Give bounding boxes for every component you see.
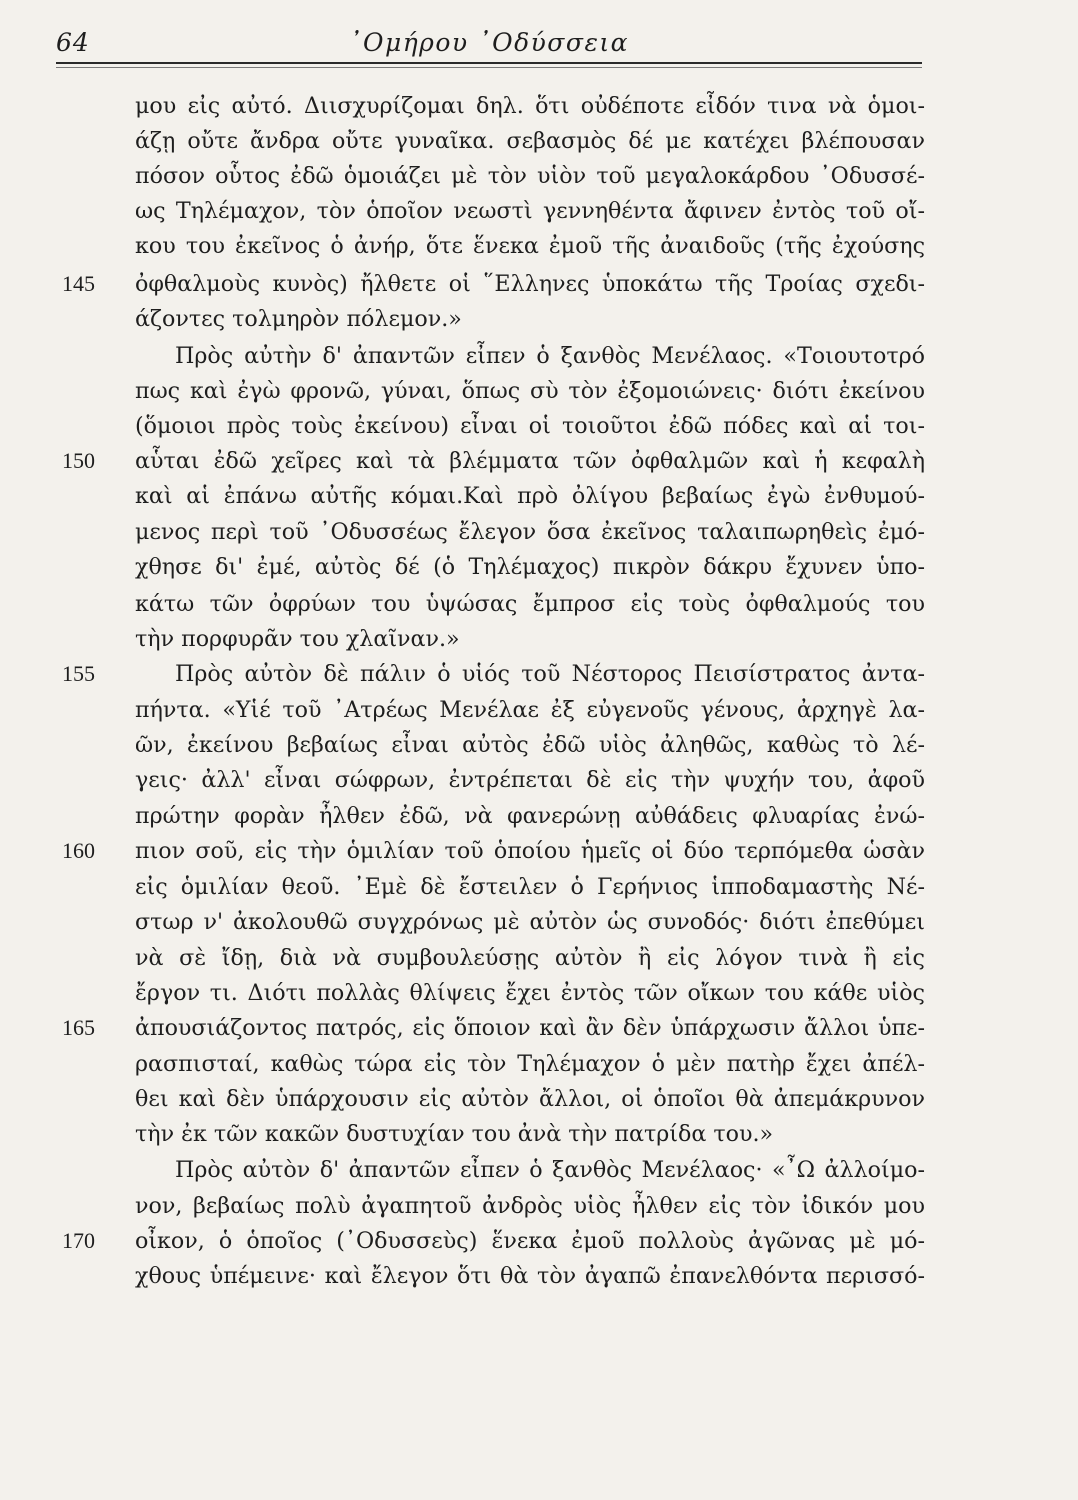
text-line: ως Τηλέμαχον, τὸν ὁποῖον νεωστὶ γεννηθέντα ἄφινεν ἐντὸς τοῦ οἴ-	[135, 198, 925, 224]
text-line: γεις· ἀλλ' εἶναι σώφρων, ἐντρέπεται δὲ εἰς τὴν ψυχήν του, ἀφοῦ	[135, 767, 925, 793]
text-line: άζοντες τολμηρὸν πόλεμον.»	[135, 306, 462, 332]
text-line: (ὅμοιοι πρὸς τοὺς ἐκείνου) εἶναι οἱ τοιοῦτοι ἐδῶ πόδες καὶ αἱ τοι-	[135, 413, 925, 439]
text-line: νον, βεβαίως πολὺ ἀγαπητοῦ ἀνδρὸς υἱὸς ἦλθεν εἰς τὸν ἰδικόν μου	[135, 1193, 925, 1219]
text-line: εἰς ὁμιλίαν θεοῦ. ᾿Εμὲ δὲ ἔστειλεν ὁ Γερήνιος ἱπποδαμαστὴς Νέ-	[135, 874, 925, 900]
text-line: θει καὶ δὲν ὑπάρχουσιν εἰς αὐτὸν ἄλλοι, οἱ ὁποῖοι θὰ ἀπεμάκρυνον	[135, 1086, 925, 1112]
line-number: 165	[62, 1015, 95, 1040]
text-line: τὴν πορφυρᾶν του χλαῖναν.»	[135, 626, 460, 652]
text-line: Πρὸς αὐτὴν δ' ἀπαντῶν εἶπεν ὁ ξανθὸς Μενέλαος. «Τοιουτοτρό	[175, 343, 925, 369]
text-line: τὴν ἐκ τῶν κακῶν δυστυχίαν του ἀνὰ τὴν πατρίδα του.»	[135, 1121, 774, 1147]
text-line: καὶ αἱ ἐπάνω αὐτῆς κόμαι.Καὶ πρὸ ὀλίγου βεβαίως ἐγὼ ἐνθυμού-	[135, 483, 925, 509]
header-rule	[56, 62, 922, 64]
text-line: πήντα. «Υἱέ τοῦ ᾿Ατρέως Μενέλαε ἐξ εὐγενοῦς γένους, ἀρχηγὲ λα-	[135, 697, 925, 723]
text-line: πιον σοῦ, εἰς τὴν ὁμιλίαν τοῦ ὁποίου ἡμεῖς οἱ δύο τερπόμεθα ὡσὰν	[135, 838, 925, 864]
text-line: άζῃ οὔτε ἄνδρα οὔτε γυναῖκα. σεβασμὸς δέ με κατέχει βλέπουσαν	[135, 128, 925, 154]
text-line: μενος περὶ τοῦ ᾿Οδυσσέως ἔλεγον ὅσα ἐκεῖνος ταλαιπωρηθεὶς ἐμό-	[135, 519, 925, 545]
text-line: Πρὸς αὐτὸν δὲ πάλιν ὁ υἱός τοῦ Νέστορος Πεισίστρατος ἀντα-	[175, 661, 925, 687]
running-title: ᾿Ομήρου ᾿Οδύσσεια	[348, 28, 630, 57]
line-number: 145	[62, 271, 95, 296]
text-line: χθους ὑπέμεινε· καὶ ἔλεγον ὅτι θὰ τὸν ἀγαπῶ ἐπανελθόντα περισσό-	[135, 1263, 925, 1289]
page-header	[56, 28, 922, 58]
text-line: μου εἰς αὐτό. Διισχυρίζομαι δηλ. ὅτι οὐδέποτε εἶδόν τινα νὰ ὁμοι-	[135, 93, 925, 119]
text-line: οἶκον, ὁ ὁποῖος (᾿Οδυσσεὺς) ἕνεκα ἐμοῦ πολλοὺς ἀγῶνας μὲ μό-	[135, 1228, 925, 1254]
text-line: ἔργον τι. Διότι πολλὰς θλίψεις ἔχει ἐντὸς τῶν οἴκων του κάθε υἱὸς	[135, 980, 925, 1006]
line-number: 150	[62, 448, 95, 473]
text-line: κάτω τῶν ὀφρύων του ὑψώσας ἔμπροσ εἰς τοὺς ὀφθαλμούς του	[135, 591, 925, 617]
line-number: 170	[62, 1228, 95, 1253]
line-number: 160	[62, 838, 95, 863]
line-number: 155	[62, 661, 95, 686]
text-line: αὗται ἐδῶ χεῖρες καὶ τὰ βλέμματα τῶν ὀφθαλμῶν καὶ ἡ κεφαλὴ	[135, 448, 925, 474]
text-line: ῶν, ἐκείνου βεβαίως εἶναι αὐτὸς ἐδῶ υἱὸς ἀληθῶς, καθὼς τὸ λέ-	[135, 732, 925, 758]
text-line: νὰ σὲ ἴδῃ, διὰ νὰ συμβουλεύσῃς αὐτὸν ἢ εἰς λόγον τινὰ ἢ εἰς	[135, 945, 925, 971]
text-line: πρώτην φορὰν ἦλθεν ἐδῶ, νὰ φανερώνῃ αὐθάδεις φλυαρίας ἐνώ-	[135, 803, 925, 829]
text-line: Πρὸς αὐτὸν δ' ἀπαντῶν εἶπεν ὁ ξανθὸς Μενέλαος· «῏Ω ἀλλοίμο-	[175, 1157, 925, 1183]
text-line: ρασπισταί, καθὼς τώρα εἰς τὸν Τηλέμαχον ὁ μὲν πατὴρ ἔχει ἀπέλ-	[135, 1051, 925, 1077]
text-line: πόσον οὗτος ἐδῶ ὁμοιάζει μὲ τὸν υἱὸν τοῦ μεγαλοκάρδου ᾿Οδυσσέ-	[135, 163, 925, 189]
text-line: ἀπουσιάζοντος πατρός, εἰς ὅποιον καὶ ἂν δὲν ὑπάρχωσιν ἄλλοι ὑπε-	[135, 1015, 925, 1041]
page-number: 64	[56, 28, 90, 57]
text-line: πως καὶ ἐγὼ φρονῶ, γύναι, ὅπως σὺ τὸν ἐξομοιώνεις· διότι ἐκείνου	[135, 378, 925, 404]
text-line: στωρ ν' ἀκολουθῶ συγχρόνως μὲ αὐτὸν ὡς συνοδός· διότι ἐπεθύμει	[135, 909, 925, 935]
text-line: ὀφθαλμοὺς κυνὸς) ἤλθετε οἱ ῞Ελληνες ὑποκάτω τῆς Τροίας σχεδι-	[135, 271, 925, 297]
text-line: χθησε δι' ἐμέ, αὐτὸς δέ (ὁ Τηλέμαχος) πικρὸν δάκρυ ἔχυνεν ὑπο-	[135, 554, 925, 580]
text-line: κου του ἐκεῖνος ὁ ἀνήρ, ὅτε ἕνεκα ἐμοῦ τῆς ἀναιδοῦς (τῆς ἐχούσης	[135, 233, 925, 259]
header-rule-thin	[56, 67, 922, 68]
